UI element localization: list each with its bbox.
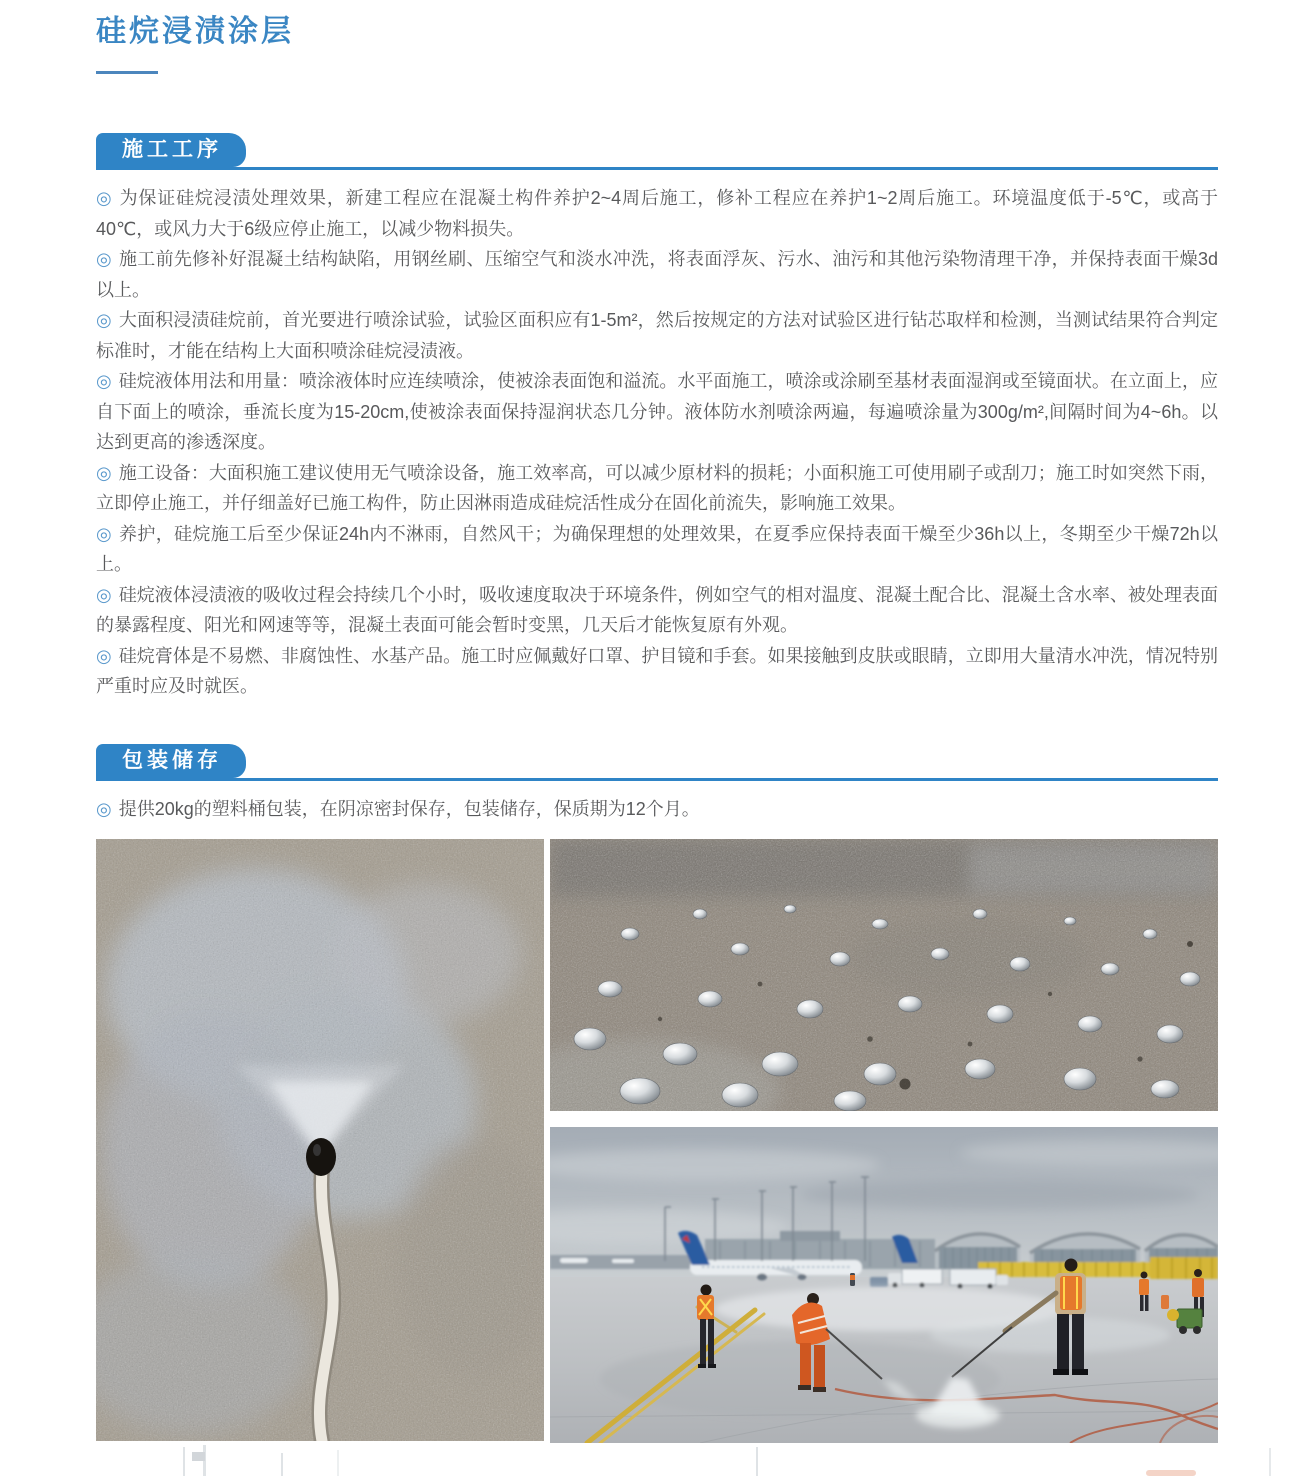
next-page-remnant	[1269, 1448, 1271, 1476]
list-item-text: 施工设备：大面积施工建议使用无气喷涂设备，施工效率高，可以减少原材料的损耗；小面积施工可使用刷子或刮刀；施工时如突然下雨，立即停止施工，并仔细盖好已施工构件，防止因淋雨造成硅烷活性成分在固化前流失，影响施工效果。	[96, 462, 1218, 513]
list-item-text: 养护，硅烷施工后至少保证24h内不淋雨，自然风干；为确保理想的处理效果，在夏季应保持表面干燥至少36h以上，冬期至少干燥72h以上。	[96, 523, 1218, 574]
photo-silane-spray-on-wall	[96, 839, 544, 1441]
circle-bullet-icon: ◎	[96, 188, 113, 208]
section-header	[96, 744, 1218, 781]
list-item	[96, 458, 1218, 519]
list-item	[96, 641, 1218, 702]
list-item-text: 硅烷液体浸渍液的吸收过程会持续几个小时，吸收速度取决于环境条件，例如空气的相对温度、混凝土配合比、混凝土含水率、被处理表面的暴露程度、阳光和网速等等，混凝土表面可能会暂时变黑，几天后才能恢复原有外观。	[96, 584, 1218, 635]
list-item-text: 为保证硅烷浸渍处理效果，新建工程应在混凝土构件养护2~4周后施工，修补工程应在养护1~2周后施工。环境温度低于-5℃，或高于40℃，或风力大于6级应停止施工，以减少物料损失。	[96, 188, 1219, 239]
list-item-text: 大面积浸渍硅烷前，首光要进行喷涂试验，试验区面积应有1-5m²，然后按规定的方法对试验区进行钻芯取样和检测，当测试结果符合判定标准时，才能在结构上大面积喷涂硅烷浸渍液。	[96, 310, 1218, 361]
section-badge: 施工工序	[96, 133, 246, 167]
list-item	[96, 366, 1218, 458]
list-item	[96, 794, 1218, 825]
list-item	[96, 183, 1218, 244]
next-page-remnant	[1146, 1470, 1196, 1476]
spray-nozzle	[306, 1138, 336, 1176]
circle-bullet-icon: ◎	[96, 523, 113, 544]
list-item	[96, 580, 1218, 641]
section-header	[96, 133, 1218, 170]
next-page-remnant	[756, 1447, 758, 1476]
airport-spraying-illustration	[550, 1127, 1218, 1443]
next-page-remnant	[192, 1452, 205, 1461]
list-item	[96, 305, 1218, 366]
photo-gallery	[96, 839, 1218, 1443]
next-page-remnant	[337, 1450, 339, 1476]
bullet-list	[96, 794, 1218, 825]
circle-bullet-icon: ◎	[96, 584, 112, 605]
next-page-remnant	[183, 1447, 185, 1476]
gallery-right-column	[550, 839, 1218, 1443]
water-beading-illustration	[550, 839, 1218, 1111]
photo-airport-apron-spraying	[550, 1127, 1218, 1443]
circle-bullet-icon: ◎	[96, 462, 112, 483]
bullet-list	[96, 183, 1218, 702]
circle-bullet-icon: ◎	[96, 310, 112, 330]
circle-bullet-icon: ◎	[96, 798, 112, 819]
circle-bullet-icon: ◎	[96, 371, 112, 391]
title-underline-rule	[96, 71, 158, 74]
spray-wall-illustration	[96, 839, 544, 1441]
next-page-remnant	[281, 1453, 283, 1476]
page-title: 硅烷浸渍涂层	[96, 15, 294, 48]
section-construction-procedure	[96, 133, 1218, 702]
section-badge: 包装储存	[96, 744, 246, 778]
circle-bullet-icon: ◎	[96, 645, 112, 666]
list-item	[96, 244, 1218, 305]
circle-bullet-icon: ◎	[96, 249, 112, 269]
list-item-text: 硅烷液体用法和用量：喷涂液体时应连续喷涂，使被涂表面饱和溢流。水平面施工，喷涂或涂刷至基材表面湿润或至镜面状。在立面上，应自下面上的喷涂，垂流长度为15-20cm,使被涂表面保持湿润状态几分钟。液体防水剂喷涂两遍，每遍喷涂量为300g/m²,间隔时间为4~6h。以达到更高的渗透深度。	[96, 371, 1218, 452]
list-item-text: 施工前先修补好混凝土结构缺陷，用钢丝刷、压缩空气和淡水冲洗，将表面浮灰、污水、油污和其他污染物清理干净，并保持表面干燥3d以上。	[96, 249, 1218, 300]
photo-water-beading-closeup	[550, 839, 1218, 1111]
list-item-text: 硅烷膏体是不易燃、非腐蚀性、水基产品。施工时应佩戴好口罩、护目镜和手套。如果接触到皮肤或眼睛，立即用大量清水冲洗，情况特别严重时应及时就医。	[96, 645, 1218, 696]
list-item-text: 提供20kg的塑料桶包装，在阴凉密封保存，包装储存，保质期为12个月。	[118, 798, 700, 819]
list-item	[96, 519, 1218, 580]
section-packaging-storage	[96, 744, 1218, 825]
